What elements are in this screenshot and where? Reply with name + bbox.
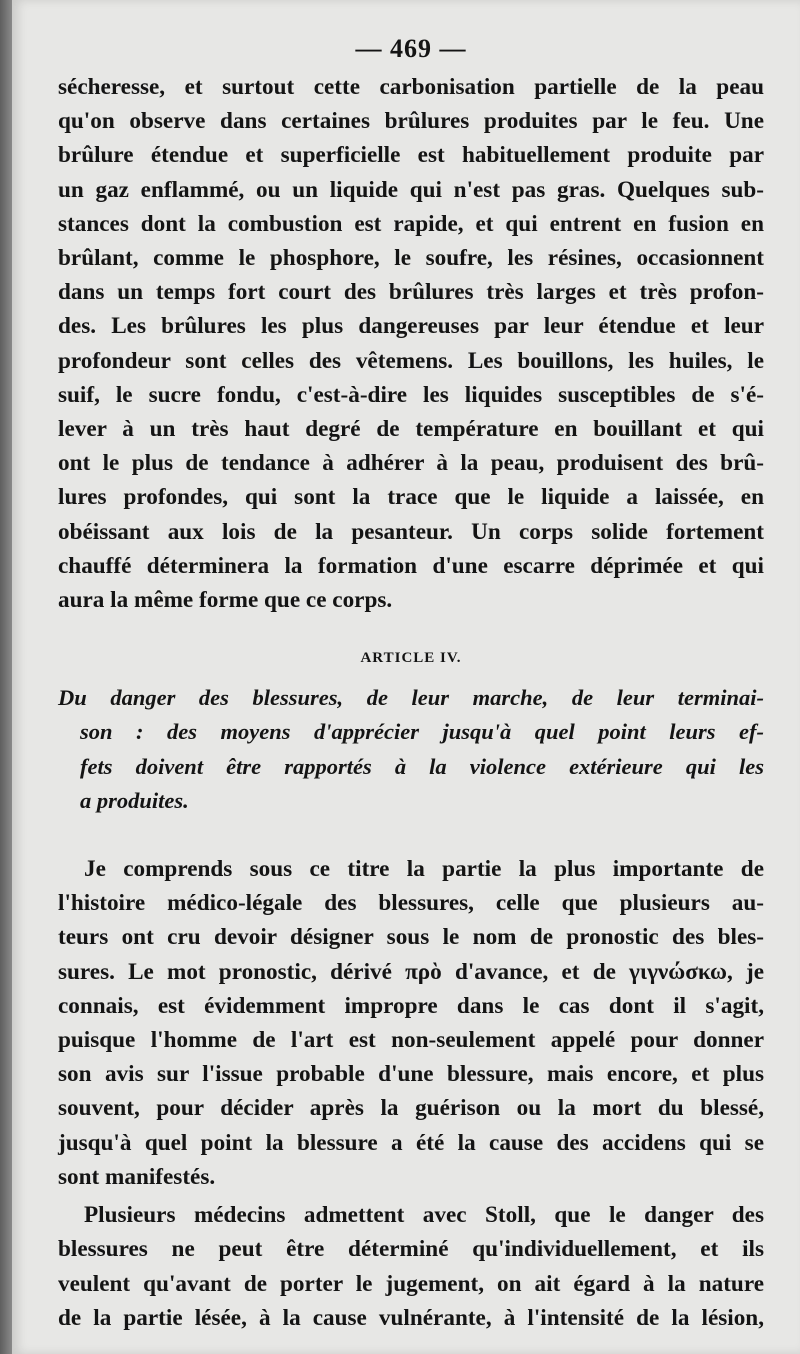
text-line: de la partie lésée, à la cause vulnérante, à l'intensité de la lésion,: [58, 1304, 764, 1331]
text-line: Je comprends sous ce titre la partie la plus importante de: [84, 856, 764, 883]
text-line: des. Les brûlures les plus dangereuses par leur étendue et leur: [58, 313, 764, 340]
text-line: lures profondes, qui sont la trace que le liquide a laissée, en: [58, 484, 764, 511]
text-line: l'histoire médico-légale des blessures, celle que plusieurs au-: [58, 890, 764, 917]
text-line: veulent qu'avant de porter le jugement, on ait égard à la nature: [58, 1270, 764, 1297]
text-line: sécheresse, et surtout cette carbonisation partielle de la peau: [58, 74, 764, 100]
book-gutter: [0, 0, 12, 1354]
article-subtitle: [58, 681, 764, 818]
text-line: dans un temps fort court des brûlures très larges et très profon-: [58, 279, 764, 306]
text-line: aura la même forme que ce corps.: [58, 587, 393, 614]
text-line: brûlant, comme le phosphore, le soufre, les résines, occasionnent: [58, 245, 764, 272]
text-line: souvent, pour décider après la guérison ou la mort du blessé,: [58, 1095, 764, 1122]
text-line: sont manifestés.: [58, 1163, 216, 1190]
text-line: obéissant aux lois de la pesanteur. Un corps solide fortement: [58, 518, 764, 545]
text-line: profondeur sont celles des vêtemens. Les bouillons, les huiles, le: [58, 347, 764, 374]
text-line: suif, le sucre fondu, c'est-à-dire les liquides susceptibles de s'é-: [58, 381, 764, 408]
text-line: brûlure étendue et superficielle est habituellement produite par: [58, 142, 764, 169]
text-line: son avis sur l'issue probable d'une blessure, mais encore, et plus: [58, 1061, 764, 1088]
subtitle-line: a produites.: [80, 787, 189, 813]
text-line: teurs ont cru devoir désigner sous le nom de pronostic des bles-: [58, 924, 764, 951]
text-line: chauffé déterminera la formation d'une escarre déprimée et qui: [58, 552, 764, 579]
text-line: puisque l'homme de l'art est non-seulement appelé pour donner: [58, 1027, 764, 1054]
paragraph-3: [58, 1198, 764, 1335]
text-line: stances dont la combustion est rapide, et qui entrent en fusion en: [58, 210, 764, 237]
text-line: blessures ne peut être déterminé qu'individuellement, et ils: [58, 1236, 764, 1263]
page-number: — 469 —: [355, 34, 467, 63]
page-text: [58, 28, 764, 1335]
text-line: connais, est évidemment impropre dans le cas dont il s'agit,: [58, 992, 764, 1019]
text-line: lever à un très haut degré de température en bouillant et qui: [58, 416, 764, 443]
text-line: sures. Le mot pronostic, dérivé πρὸ d'avance, et de γιγνώσκω, je: [58, 958, 764, 985]
text-line: Plusieurs médecins admettent avec Stoll, que le danger des: [84, 1202, 764, 1229]
text-line: qu'on observe dans certaines brûlures produites par le feu. Une: [58, 108, 764, 135]
text-line: jusqu'à quel point la blessure a été la cause des accidens qui se: [58, 1129, 764, 1156]
paragraph-1: [58, 70, 764, 617]
book-page: [12, 0, 800, 1354]
text-line: ont le plus de tendance à adhérer à la peau, produisent des brû-: [58, 450, 764, 477]
subtitle-line: son : des moyens d'apprécier jusqu'à quel point leurs ef-: [80, 719, 764, 745]
text-line: un gaz enflammé, ou un liquide qui n'est pas gras. Quelques sub-: [58, 176, 764, 203]
article-heading: ARTICLE IV.: [360, 650, 462, 667]
paragraph-2: [58, 852, 764, 1194]
subtitle-line: Du danger des blessures, de leur marche, de leur terminai-: [58, 685, 764, 711]
subtitle-line: fets doivent être rapportés à la violence extérieure qui les: [80, 753, 764, 779]
